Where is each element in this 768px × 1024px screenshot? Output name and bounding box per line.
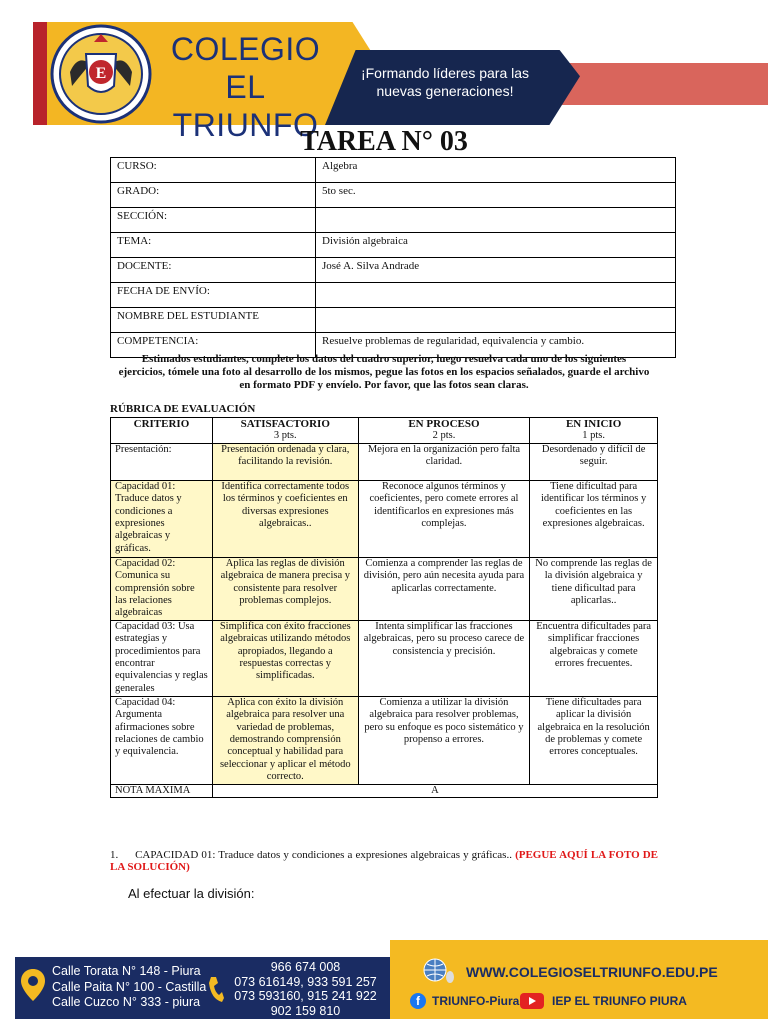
school-slogan [345,64,545,100]
info-row [111,233,676,258]
student-info-table [110,157,676,358]
question-text: CAPACIDAD 01: Traduce datos y condiciones a expresiones algebraicas y gráficas.. [135,849,512,861]
info-row [111,308,676,333]
info-label: DOCENTE: [111,258,316,283]
footer-website-link[interactable]: WWW.COLEGIOSELTRIUNFO.EDU.PE [466,964,718,980]
rubric-points: 3 pts. [273,430,297,442]
question-number: 1. [110,849,119,861]
address-line: Calle Cuzco N° 333 - piura [52,995,201,1009]
phone-line: 902 159 810 [270,1003,341,1018]
youtube-icon [520,993,544,1009]
rubric-title: RÚBRICA DE EVALUACIÓN [110,403,256,415]
rubric-nota-label: NOTA MAXIMA [111,784,213,797]
rubric-table [110,417,658,798]
rubric-proceso: Reconoce algunos términos y coeficientes, pero comete errores al identificarlos en expresiones más complejas. [358,480,530,557]
facebook-link[interactable]: TRIUNFO-Piura [432,994,520,1008]
rubric-satisfactorio: Simplifica con éxito fracciones algebraicas utilizando métodos apropiados, llegando a respuestas correctas y simplificadas. [212,620,358,696]
info-label: FECHA DE ENVÍO: [111,283,316,308]
rubric-criterio: Capacidad 04: Argumenta afirmaciones sobre relaciones de cambio y equivalencia. [111,696,213,784]
instructions-text: Estimados estudiantes, complete los datos del cuadro superior, luego resuelva cada uno de los siguientes ejercicios, tómele una foto al desarrollo de los mismos, pegue las fotos en los espacios señalados, guarde el archivo en formato PDF y envíelo. Por favor, que las fotos sean claras. [118,353,650,391]
rubric-satisfactorio: Identifica correctamente todos los términos y coeficientes en diversas expresiones algebraicas.. [212,480,358,557]
rubric-header-criterio: CRITERIO [111,418,213,444]
info-value[interactable] [316,283,676,308]
rubric-header-row [111,418,658,444]
rubric-points: 1 pts. [582,430,605,442]
paste-solution-note: (PEGUE AQUÍ LA FOTO DE LA SOLUCIÓN) [110,849,659,873]
header-salmon-band [560,63,768,105]
school-name-line1: COLEGIO [170,31,321,67]
rubric-points: 2 pts. [432,430,456,442]
rubric-proceso: Mejora en la organización pero falta claridad. [358,443,530,480]
info-value[interactable]: 5to sec. [316,183,676,208]
rubric-criterio: Capacidad 03: Usa estrategias y procedimientos para encontrar equivalencias y reglas generales [111,620,213,696]
address-line: Calle Torata N° 148 - Piura [52,964,201,978]
rubric-criterio: Capacidad 02: Comunica su comprensión sobre las relaciones algebraicas [111,557,213,620]
info-label: SECCIÓN: [111,208,316,233]
info-row [111,258,676,283]
info-row [111,183,676,208]
info-value[interactable] [316,308,676,333]
rubric-nota-value: A [212,784,657,797]
phone-icon [207,975,225,1003]
info-label: TEMA: [111,233,316,258]
footer-addresses [52,964,206,1011]
header-red-stripe [33,22,47,125]
rubric-proceso: Intenta simplificar las fracciones algebraicas, pero su proceso carece de consistencia y precisión. [358,620,530,696]
rubric-row [111,557,658,620]
rubric-criterio: Presentación: [111,443,213,480]
rubric-satisfactorio: Presentación ordenada y clara, facilitando la revisión. [212,443,358,480]
info-label: COMPETENCIA: [111,333,316,358]
school-crest-logo [50,24,152,124]
info-value[interactable]: Resuelve problemas de regularidad, equivalencia y cambio. [316,333,676,358]
rubric-row [111,480,658,557]
globe-mouse-icon [415,955,455,985]
info-value[interactable]: Algebra [316,158,676,183]
info-row [111,158,676,183]
rubric-satisfactorio: Aplica con éxito la división algebraica para resolver una variedad de problemas, demostrando comprensión conceptual y habilidad para seleccionar y aplicar el método correcto. [212,696,358,784]
facebook-icon: f [410,993,426,1009]
page-title: TAREA N° 03 [300,126,468,157]
rubric-header-inicio: EN INICIO 1 pts. [530,418,658,444]
phone-line: 073 616149, 933 591 257 [234,974,377,989]
rubric-row [111,443,658,480]
footer-phones [228,960,383,1018]
info-label: CURSO: [111,158,316,183]
location-pin-icon [20,968,46,1002]
info-value[interactable] [316,208,676,233]
rubric-inicio: No comprende las reglas de la división algebraica y tiene dificultad para aplicarlas.. [530,557,658,620]
rubric-satisfactorio: Aplica las reglas de división algebraica de manera precisa y consistente para resolver problemas complejos. [212,557,358,620]
rubric-header-proceso: EN PROCESO 2 pts. [358,418,530,444]
svg-text:E: E [95,65,107,82]
rubric-inicio: Encuentra dificultades para simplificar fracciones algebraicas y comete errores frecuentes. [530,620,658,696]
rubric-proceso: Comienza a comprender las reglas de división, pero aún necesita ayuda para aplicarlas correctamente. [358,557,530,620]
info-row [111,208,676,233]
school-name-line2: EL TRIUNFO [172,69,319,143]
question-1 [110,849,658,873]
info-label: NOMBRE DEL ESTUDIANTE [111,308,316,333]
rubric-row [111,620,658,696]
rubric-inicio: Tiene dificultad para identificar los términos y coeficientes en las expresiones algebraicas. [530,480,658,557]
youtube-link[interactable]: IEP EL TRIUNFO PIURA [552,994,687,1008]
slogan-line2: nuevas generaciones! [376,83,514,99]
info-label: GRADO: [111,183,316,208]
info-value[interactable]: José A. Silva Andrade [316,258,676,283]
address-line: Calle Paita N° 100 - Castilla [52,979,207,994]
rubric-row [111,696,658,784]
info-value[interactable]: División algebraica [316,233,676,258]
question-followup: Al efectuar la división: [128,886,255,901]
info-row [111,283,676,308]
phone-line: 966 674 008 [270,960,341,974]
rubric-criterio: Capacidad 01: Traduce datos y condiciones a expresiones algebraicas y gráficas. [111,480,213,557]
phone-line: 073 593160, 915 241 922 [234,989,377,1003]
rubric-inicio: Tiene dificultades para aplicar la división algebraica en la resolución de problemas y comete errores conceptuales. [530,696,658,784]
rubric-proceso: Comienza a utilizar la división algebraica para resolver problemas, pero su enfoque es poco sistemático y propenso a errores. [358,696,530,784]
rubric-inicio: Desordenado y difícil de seguir. [530,443,658,480]
slogan-line1: ¡Formando líderes para las [360,65,530,81]
rubric-header-satisfactorio: SATISFACTORIO 3 pts. [212,418,358,444]
rubric-nota-row [111,784,658,797]
